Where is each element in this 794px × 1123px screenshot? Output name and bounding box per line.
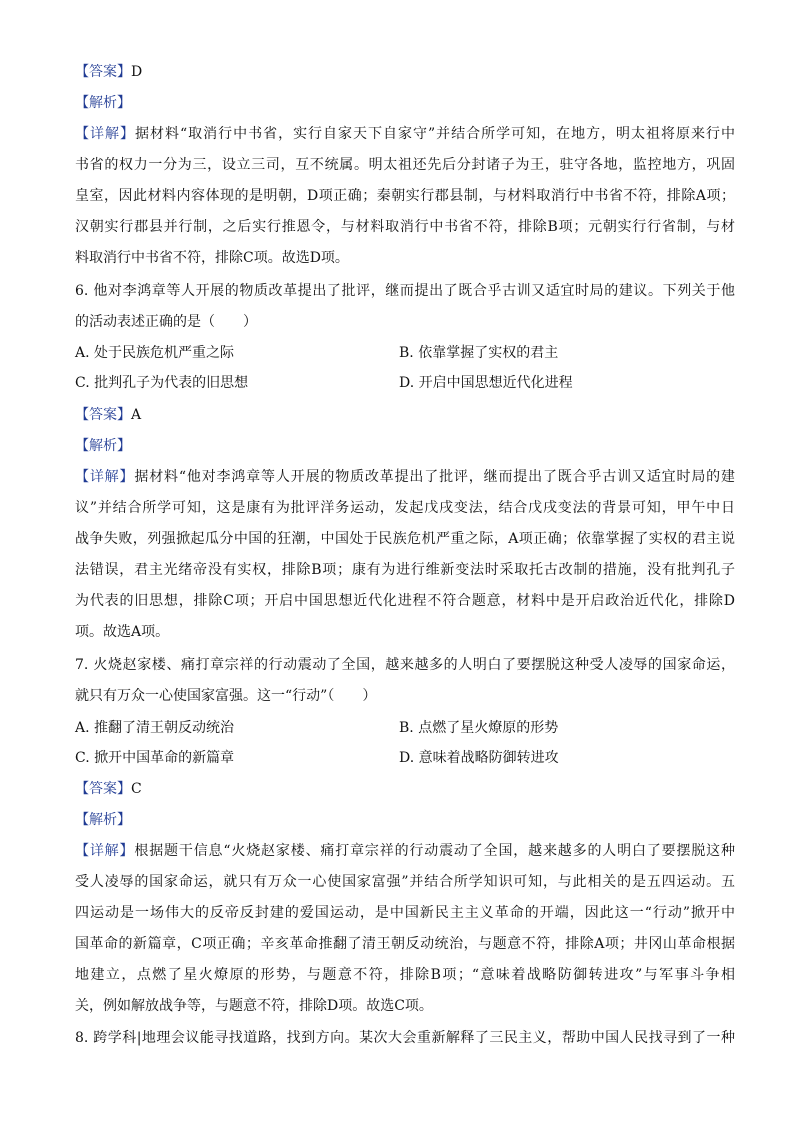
answer-line [75, 62, 735, 82]
question-stem: 8. 跨学科|地理会议能寻找道路，找到方向。某次大会重新解释了三民主义，帮助中国人民找寻到了一种 [75, 1030, 735, 1046]
question-stem: 的活动表述正确的是（ ） [75, 314, 257, 330]
detail-line: 料取消行中书省不符，排除C项。故选D项。 [75, 250, 349, 266]
detail-tag: 【详解】 [75, 843, 135, 859]
answer-value: D [131, 64, 143, 80]
question-stem: 6. 他对李鸿章等人开展的物质改革提出了批评，继而提出了既合乎古训又适宜时局的建议。下列关于他 [75, 283, 735, 299]
detail-text: 据材料“取消行中书省，实行自家天下自家守”并结合所学可知，在地方，明太祖将原来行中 [134, 126, 735, 142]
option-a: A. 推翻了清王朝反动统治 [75, 720, 235, 736]
answer-tag: 【答案】 [75, 64, 131, 80]
detail-line: 汉朝实行郡县并行制，之后实行推恩令，与材料取消行中书省不符，排除B项；元朝实行行省制，与材 [75, 219, 735, 235]
detail-text: 根据题干信息“火烧赵家楼、痛打章宗祥的行动震动了全国，越来越多的人明白了要摆脱这种 [134, 843, 735, 859]
detail-tag: 【详解】 [75, 469, 135, 485]
answer-line [75, 405, 735, 425]
answer-value: C [131, 781, 142, 797]
option-c: C. 批判孔子为代表的旧思想 [75, 375, 249, 391]
answer-tag: 【答案】 [75, 781, 131, 797]
detail-line: 国革命的新篇章，C项正确；辛亥革命推翻了清王朝反动统治，与题意不符，排除A项；井冈山革命根据 [75, 936, 735, 952]
detail-line: 关，例如解放战争等，与题意不符，排除D项。故选C项。 [75, 998, 433, 1014]
analysis-tag: 【解析】 [75, 95, 131, 111]
option-c: C. 掀开中国革命的新篇章 [75, 750, 235, 766]
question-stem: 就只有万众一心使国家富强。这一“行动”（ ） [75, 688, 377, 704]
option-a: A. 处于民族危机严重之际 [75, 345, 235, 361]
answer-tag: 【答案】 [75, 407, 131, 423]
detail-text: 据材料“他对李鸿章等人开展的物质改革提出了批评，继而提出了既合乎古训又适宜时局的建 [134, 469, 735, 485]
option-b: B. 点燃了星火燎原的形势 [399, 720, 559, 736]
option-b: B. 依靠掌握了实权的君主 [399, 345, 559, 361]
detail-line: 受人凌辱的国家命运，就只有万众一心使国家富强”并结合所学知识可知，与此相关的是五四运动。五 [75, 874, 735, 890]
detail-line: 议”并结合所学可知，这是康有为批评洋务运动，发起戊戌变法，结合戊戌变法的背景可知，甲午中日 [75, 500, 735, 516]
option-d: D. 开启中国思想近代化进程 [399, 375, 573, 391]
detail-line [75, 467, 735, 487]
detail-line: 皇室，因此材料内容体现的是明朝，D项正确；秦朝实行郡县制，与材料取消行中书省不符，排除A项； [75, 188, 735, 204]
detail-line: 法错误，君主光绪帝没有实权，排除B项；康有为进行维新变法时采取托古改制的措施，没有批判孔子 [75, 562, 735, 578]
answer-line [75, 779, 735, 799]
detail-line: 书省的权力一分为三，设立三司，互不统属。明太祖还先后分封诸子为王，驻守各地，监控地方，巩固 [75, 157, 735, 173]
detail-line: 四运动是一场伟大的反帝反封建的爱国运动，是中国新民主主义革命的开端，因此这一“行动”掀开中 [75, 905, 735, 921]
detail-line [75, 841, 735, 861]
detail-line: 地建立，点燃了星火燎原的形势，与题意不符，排除B项；“意味着战略防御转进攻”与军事斗争相 [75, 967, 735, 983]
option-d: D. 意味着战略防御转进攻 [399, 750, 559, 766]
detail-line: 为代表的旧思想，排除C项；开启中国思想近代化进程不符合题意，材料中是开启政治近代化，排除D [75, 593, 735, 609]
answer-value: A [131, 407, 142, 423]
question-stem: 7. 火烧赵家楼、痛打章宗祥的行动震动了全国，越来越多的人明白了要摆脱这种受人凌辱的国家命运， [75, 657, 735, 673]
analysis-tag: 【解析】 [75, 812, 131, 828]
detail-line: 战争失败，列强掀起瓜分中国的狂潮，中国处于民族危机严重之际，A项正确；依靠掌握了实权的君主说 [75, 531, 735, 547]
detail-line: 项。故选A项。 [75, 624, 170, 640]
detail-line [75, 124, 735, 144]
detail-tag: 【详解】 [75, 126, 135, 142]
analysis-tag: 【解析】 [75, 438, 131, 454]
